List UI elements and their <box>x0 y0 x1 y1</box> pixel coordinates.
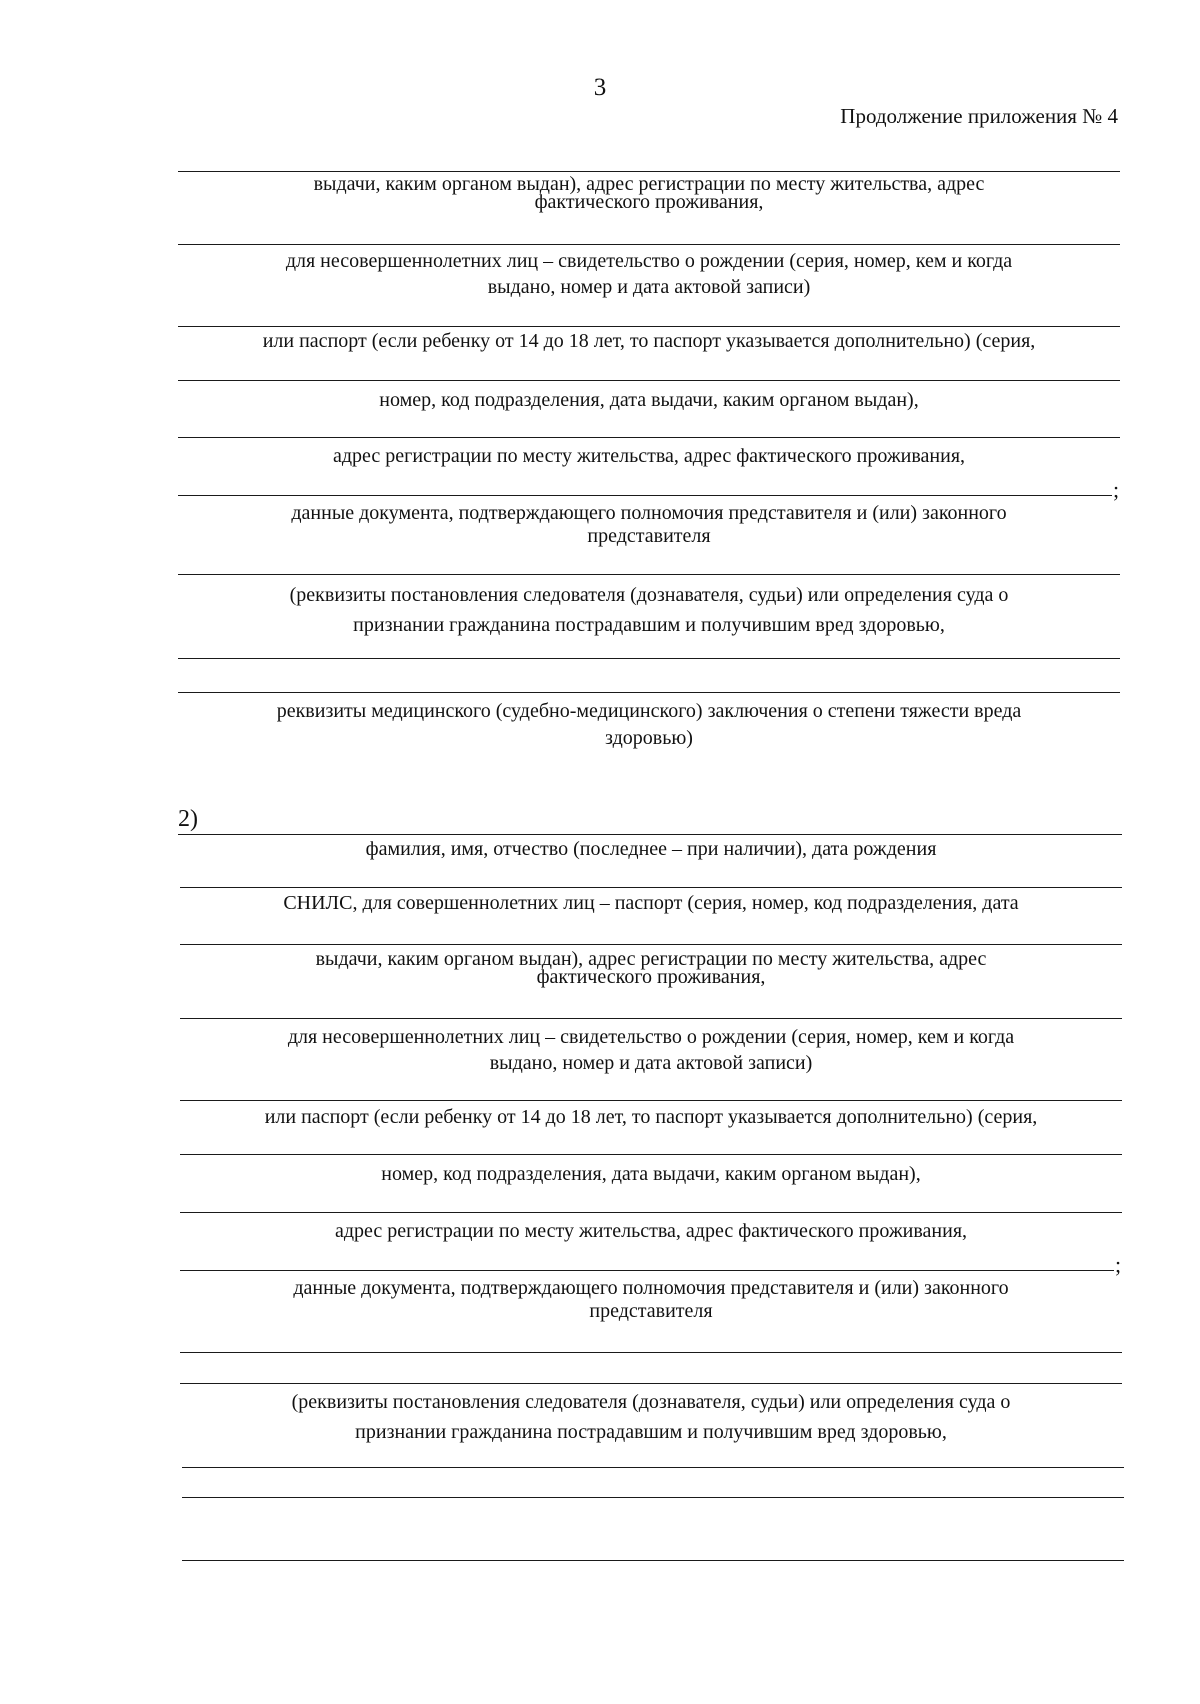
fill-line <box>178 244 1120 245</box>
caption-passport-child: или паспорт (если ребенку от 14 до 18 лет, то паспорт указывается дополнительно) (серия, <box>262 330 1036 352</box>
fill-line <box>178 658 1120 659</box>
fill-line <box>180 1352 1122 1353</box>
caption-line: признании гражданина пострадавшим и получившим вред здоровью, <box>355 1421 947 1443</box>
caption-line: для несовершеннолетних лиц – свидетельство о рождении (серия, номер, кем и когда <box>287 1026 1015 1048</box>
caption-snils-passport: СНИЛС, для совершеннолетних лиц – паспорт (серия, номер, код подразделения, дата <box>283 892 1019 914</box>
caption-line: признании гражданина пострадавшим и получившим вред здоровью, <box>353 614 945 636</box>
caption-representative-document <box>180 1277 1122 1322</box>
caption-line: представителя <box>589 1300 713 1322</box>
caption-line: здоровью) <box>605 727 693 749</box>
caption-full-name-birthdate: фамилия, имя, отчество (последнее – при наличии), дата рождения <box>365 838 937 860</box>
caption-issue-address <box>180 948 1122 988</box>
fill-line <box>178 834 1122 835</box>
fill-line <box>180 1383 1122 1384</box>
fill-line <box>182 1467 1124 1468</box>
semicolon: ; <box>1113 477 1120 502</box>
caption-address: адрес регистрации по месту жительства, адрес фактического проживания, <box>332 445 966 467</box>
caption-line: данные документа, подтверждающего полномочия представителя и (или) законного <box>293 1277 1009 1299</box>
fill-line <box>178 380 1120 381</box>
caption-birth-certificate <box>178 250 1120 298</box>
caption-line: выдано, номер и дата актовой записи) <box>487 276 811 298</box>
caption-birth-certificate <box>180 1026 1122 1074</box>
caption-address: адрес регистрации по месту жительства, адрес фактического проживания, <box>334 1220 968 1242</box>
fill-line <box>180 887 1122 888</box>
caption-passport-child: или паспорт (если ребенку от 14 до 18 лет, то паспорт указывается дополнительно) (серия, <box>264 1106 1038 1128</box>
fill-line <box>178 574 1120 575</box>
item-number: 2) <box>178 806 198 832</box>
caption-line: фактического проживания, <box>536 966 766 988</box>
fill-line <box>180 944 1122 945</box>
caption-line: (реквизиты постановления следователя (дознавателя, судьи) или определения суда о <box>291 1391 1011 1413</box>
appendix-continuation-label: Продолжение приложения № 4 <box>840 104 1118 128</box>
caption-line: для несовершеннолетних лиц – свидетельство о рождении (серия, номер, кем и когда <box>285 250 1013 272</box>
caption-passport-details: номер, код подразделения, дата выдачи, каким органом выдан), <box>379 389 919 411</box>
caption-line: выдачи, каким органом выдан), адрес регистрации по месту жительства, адрес <box>313 173 985 195</box>
caption-line: (реквизиты постановления следователя (дознавателя, судьи) или определения суда о <box>289 584 1009 606</box>
caption-medical-conclusion <box>178 700 1120 749</box>
caption-investigator-resolution <box>178 584 1120 636</box>
fill-line <box>180 1270 1114 1271</box>
caption-representative-document <box>178 502 1120 547</box>
caption-line: представителя <box>587 525 711 547</box>
fill-line <box>178 171 1120 172</box>
page-number: 3 <box>593 74 607 101</box>
fill-line <box>180 1100 1122 1101</box>
fill-line <box>180 1018 1122 1019</box>
caption-line: выдано, номер и дата актовой записи) <box>489 1052 813 1074</box>
fill-line <box>178 692 1120 693</box>
fill-line <box>178 437 1120 438</box>
fill-line <box>182 1560 1124 1561</box>
caption-passport-details: номер, код подразделения, дата выдачи, каким органом выдан), <box>381 1163 921 1185</box>
caption-line: реквизиты медицинского (судебно-медицинского) заключения о степени тяжести вреда <box>276 700 1022 722</box>
fill-line <box>180 1154 1122 1155</box>
caption-line: выдачи, каким органом выдан), адрес регистрации по месту жительства, адрес <box>315 948 987 970</box>
fill-line <box>178 326 1120 327</box>
caption-issue-address <box>178 173 1120 213</box>
caption-line: данные документа, подтверждающего полномочия представителя и (или) законного <box>291 502 1007 524</box>
caption-investigator-resolution <box>180 1391 1122 1443</box>
semicolon: ; <box>1115 1252 1122 1277</box>
fill-line <box>180 1212 1122 1213</box>
fill-line <box>178 495 1112 496</box>
caption-line: фактического проживания, <box>534 191 764 213</box>
fill-line <box>182 1497 1124 1498</box>
